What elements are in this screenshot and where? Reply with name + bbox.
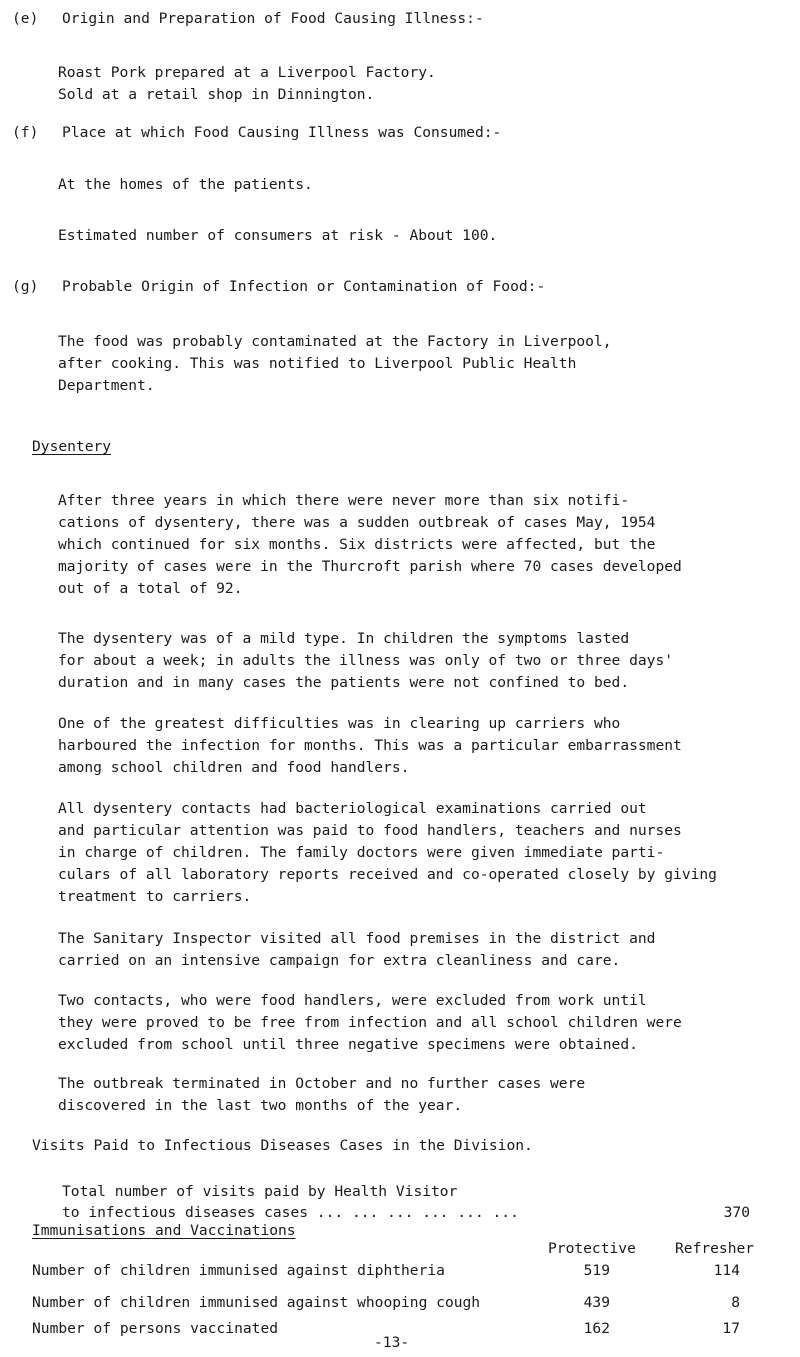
text-line: carried on an intensive campaign for extra cleanliness and care. — [58, 952, 621, 969]
text-line: Department. — [58, 377, 155, 394]
section-e-heading: Origin and Preparation of Food Causing Illness:- — [62, 10, 484, 27]
section-f-line2: Estimated number of consumers at risk - About 100. — [58, 227, 498, 244]
row-refresher-value: 8 — [731, 1294, 740, 1311]
dysentery-paragraph-5 — [58, 928, 770, 972]
text-line: cations of dysentery, there was a sudden outbreak of cases May, 1954 — [58, 514, 656, 531]
visits-line1: Total number of visits paid by Health Visitor — [62, 1183, 458, 1200]
row-protective-value: 519 — [583, 1262, 610, 1279]
text-line: harboured the infection for months. This was a particular embarrassment — [58, 737, 682, 754]
dysentery-paragraph-6 — [58, 990, 770, 1056]
text-line: Two contacts, who were food handlers, were excluded from work until — [58, 992, 647, 1009]
text-line: The food was probably contaminated at the Factory in Liverpool, — [58, 333, 612, 350]
text-line: culars of all laboratory reports received and co-operated closely by giving — [58, 866, 717, 883]
column-header-refresher: Refresher — [675, 1240, 755, 1257]
text-line: One of the greatest difficulties was in clearing up carriers who — [58, 715, 621, 732]
row-protective-value: 439 — [583, 1294, 610, 1311]
text-line: out of a total of 92. — [58, 580, 243, 597]
text-line: The outbreak terminated in October and no further cases were — [58, 1075, 586, 1092]
immunisations-heading: Immunisations and Vaccinations — [32, 1222, 296, 1239]
text-line: duration and in many cases the patients were not confined to bed. — [58, 674, 630, 691]
text-line: for about a week; in adults the illness was only of two or three days' — [58, 652, 674, 669]
text-line: Sold at a retail shop in Dinnington. — [58, 86, 375, 103]
dysentery-paragraph-3 — [58, 713, 770, 779]
section-g-heading: Probable Origin of Infection or Contamination of Food:- — [62, 278, 546, 295]
page-number: -13- — [374, 1334, 410, 1351]
row-label: Number of persons vaccinated — [32, 1320, 279, 1337]
section-f-label: (f) — [12, 124, 39, 141]
text-line: After three years in which there were never more than six notifi- — [58, 492, 630, 509]
row-label: Number of children immunised against whooping cough — [32, 1294, 481, 1311]
text-line: in charge of children. The family doctors were given immediate parti- — [58, 844, 665, 861]
section-e-label: (e) — [12, 10, 39, 27]
dysentery-paragraph-7 — [58, 1073, 770, 1117]
section-f-line1: At the homes of the patients. — [58, 176, 313, 193]
row-refresher-value: 17 — [722, 1320, 740, 1337]
text-line: among school children and food handlers. — [58, 759, 410, 776]
dysentery-paragraph-2 — [58, 628, 770, 694]
text-line: All dysentery contacts had bacteriological examinations carried out — [58, 800, 647, 817]
row-protective-value: 162 — [583, 1320, 610, 1337]
dysentery-paragraph-1 — [58, 490, 770, 600]
visits-heading: Visits Paid to Infectious Diseases Cases in the Division. — [32, 1137, 533, 1154]
text-line: after cooking. This was notified to Liverpool Public Health — [58, 355, 577, 372]
text-line: which continued for six months. Six districts were affected, but the — [58, 536, 656, 553]
dysentery-heading: Dysentery — [32, 438, 112, 455]
dysentery-paragraph-4 — [58, 798, 770, 908]
text-line: excluded from school until three negative specimens were obtained. — [58, 1036, 638, 1053]
text-line: The Sanitary Inspector visited all food premises in the district and — [58, 930, 656, 947]
text-line: discovered in the last two months of the year. — [58, 1097, 463, 1114]
visits-line2: to infectious diseases cases ... ... ... ... ... ... — [62, 1204, 519, 1221]
text-line: majority of cases were in the Thurcroft parish where 70 cases developed — [58, 558, 682, 575]
section-e-text — [58, 62, 770, 106]
text-line: they were proved to be free from infection and all school children were — [58, 1014, 682, 1031]
section-f-heading: Place at which Food Causing Illness was Consumed:- — [62, 124, 502, 141]
section-g-label: (g) — [12, 278, 39, 295]
row-label: Number of children immunised against diphtheria — [32, 1262, 445, 1279]
visits-value: 370 — [723, 1204, 750, 1221]
column-header-protective: Protective — [548, 1240, 636, 1257]
row-refresher-value: 114 — [713, 1262, 740, 1279]
text-line: Roast Pork prepared at a Liverpool Factory. — [58, 64, 436, 81]
text-line: and particular attention was paid to food handlers, teachers and nurses — [58, 822, 682, 839]
section-g-text — [58, 331, 770, 397]
text-line: treatment to carriers. — [58, 888, 252, 905]
text-line: The dysentery was of a mild type. In children the symptoms lasted — [58, 630, 630, 647]
